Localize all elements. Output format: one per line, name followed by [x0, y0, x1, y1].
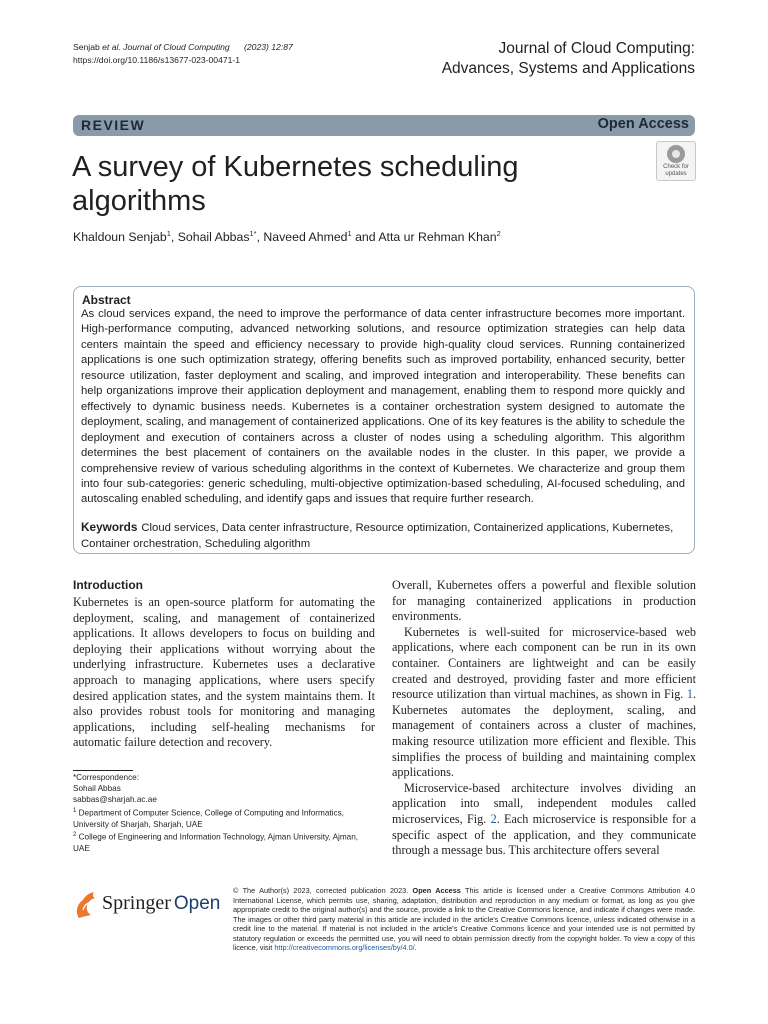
- springer-open-logo: [73, 888, 223, 922]
- journal-name-line1: Journal of Cloud Computing:: [498, 40, 695, 57]
- article-type-label: REVIEW: [81, 117, 146, 133]
- springer-horse-icon: [73, 890, 99, 920]
- figure-2-link[interactable]: 2: [490, 811, 497, 826]
- author-name[interactable]: and Atta ur Rehman Khan: [351, 230, 497, 245]
- author-affiliation-mark: 1: [347, 229, 352, 238]
- check-for-updates-button[interactable]: [656, 141, 696, 181]
- check-for-updates-line1: Check for: [663, 164, 689, 170]
- body-paragraph: Overall, Kubernetes offers a powerful and flexible solution for managing containerized applications in production environments.: [392, 578, 696, 624]
- open-access-label: Open Access: [597, 116, 689, 132]
- author-affiliation-mark: 1: [166, 229, 171, 238]
- check-for-updates-line2: updates: [665, 170, 687, 177]
- citation-header: [73, 41, 293, 67]
- correspondence-name: Sohail Abbas: [73, 784, 121, 794]
- body-column-left: [73, 595, 375, 751]
- abstract-text: As cloud services expand, the need to improve the performance of data center infrastructure becomes more important. High-performance computing, advanced networking solutions, and resource optimization strategies can help data centers maintain the speed and efficiency necessary to provide high-quality cloud services. Running containerized applications is one such optimization strategy, offering benefits such as improved portability, enhanced security, better resource utilization, faster deployment and scaling, and improved integration and interoperability. These benefits can help organizations improve their application deployment and management, enabling them to respond more quickly and effectively to dynamic business needs. Kubernetes is a container orchestration system designed to automate the deployment, scaling, and management of containerized applications. One of its key features is the ability to schedule the deployment and execution of containers across a cluster of nodes using a scheduling algorithm. This algorithm determines the best placement of containers on the available nodes in the cluster. In this paper, we provide a comprehensive review of various scheduling algorithms in the context of Kubernetes. We characterize and group them into four sub-categories: generic scheduling, multi-objective optimization-based scheduling, AI-focused scheduling, and autoscaling enabled scheduling, and identify gaps and issues that require further research.: [81, 308, 685, 506]
- author-affiliation-mark: 2: [496, 229, 501, 238]
- citation-journal: et al. Journal of Cloud Computing: [102, 42, 230, 52]
- section-heading-introduction: Introduction: [73, 578, 143, 592]
- article-type-banner: [73, 115, 695, 136]
- crossmark-icon: [667, 145, 685, 163]
- doi-link[interactable]: https://doi.org/10.1186/s13677-023-00471-1: [73, 55, 241, 65]
- citation-year: (2023) 12:87: [244, 42, 293, 52]
- figure-1-link[interactable]: 1: [686, 687, 693, 702]
- body-paragraph: Kubernetes is well-suited for microservice-based web applications, where each component can be run in its own container. Containers are lightweight and can be easily created and destroyed, providing faster and more efficient resource utilization than virtual machines, as shown in Fig. 1. Kubernetes automates the deployment, scaling, and management of containers across a cluster of machines, making resource utilization more efficient and flexible. This simplifies the process of building and maintaining complex applications.: [392, 624, 696, 780]
- author-name[interactable]: , Sohail Abbas: [170, 230, 250, 245]
- affiliation-2: $^2$ College of Engineering and Information Technology, Ajman University, Ajman, UAE: [73, 831, 359, 853]
- body-paragraph: Microservice-based architecture involves dividing an application into small, independent modules called microservices, Fig. 2. Each microservice is responsible for a specific aspect of the application, and they communicate through a message bus. This architecture offers several: [392, 780, 696, 858]
- journal-name: [442, 39, 695, 79]
- abstract-heading: Abstract: [82, 293, 131, 307]
- footnote-divider: [73, 770, 133, 771]
- author-name[interactable]: Khaldoun Senjab: [73, 230, 167, 245]
- citation-author: Senjab: [73, 42, 100, 52]
- journal-name-line2: Advances, Systems and Applications: [441, 60, 695, 77]
- author-list: [73, 229, 501, 244]
- keywords: [81, 520, 687, 552]
- author-name[interactable]: , Naveed Ahmed: [256, 230, 348, 245]
- footnotes: [73, 772, 373, 854]
- author-affiliation-mark: 1*: [249, 229, 257, 238]
- body-column-right: [392, 578, 696, 859]
- springer-open-wordmark: Springer Open: [102, 892, 221, 914]
- keywords-label: Keywords: [81, 520, 138, 534]
- correspondence-label: *Correspondence:: [73, 773, 139, 782]
- keywords-list: Cloud services, Data center infrastructure, Resource optimization, Containerized applications, Kubernetes, Container orchestration, Scheduling algorithm: [81, 522, 674, 550]
- correspondence-email[interactable]: sabbas@sharjah.ac.ae: [73, 795, 157, 805]
- article-title: A survey of Kubernetes scheduling algorithms: [72, 151, 519, 217]
- affiliation-1: $^1$ Department of Computer Science, College of Computing and Informatics, University of Sharjah, Sharjah, UAE: [73, 807, 344, 829]
- body-paragraph: Kubernetes is an open-source platform for automating the deployment, scaling, and management of containerized applications. It allows developers to focus on building and deploying their applications without worrying about the underlying infrastructure. Kubernetes uses a declarative approach to managing applications, where users specify desired application states, and the system maintains them. It also provides robust tools for monitoring and managing applications, including self-healing mechanisms for automatic failure detection and recovery.: [73, 595, 375, 750]
- license-notice: © The Author(s) 2023, corrected publication 2023. Open Access This article is licensed under a Creative Commons Attribution 4.0 International License, which permits use, sharing, adaptation, distribution and reproduction in any medium or format, as long as you give appropriate credit to the original author(s) and the source, provide a link to the Creative Commons licence, and indicate if changes were made. The images or other third party material in this article are included in the article's Creative Commons licence, unless indicated otherwise in a credit line to the material. If material is not included in the article's Creative Commons licence and your intended use is not permitted by statutory regulation or exceeds the permitted use, you will need to obtain permission directly from the copyright holder. To view a copy of this licence, visit http://creativecommons.org/licenses/by/4.0/.: [233, 886, 695, 952]
- license-link[interactable]: http://creativecommons.org/licenses/by/4.0/: [274, 943, 415, 952]
